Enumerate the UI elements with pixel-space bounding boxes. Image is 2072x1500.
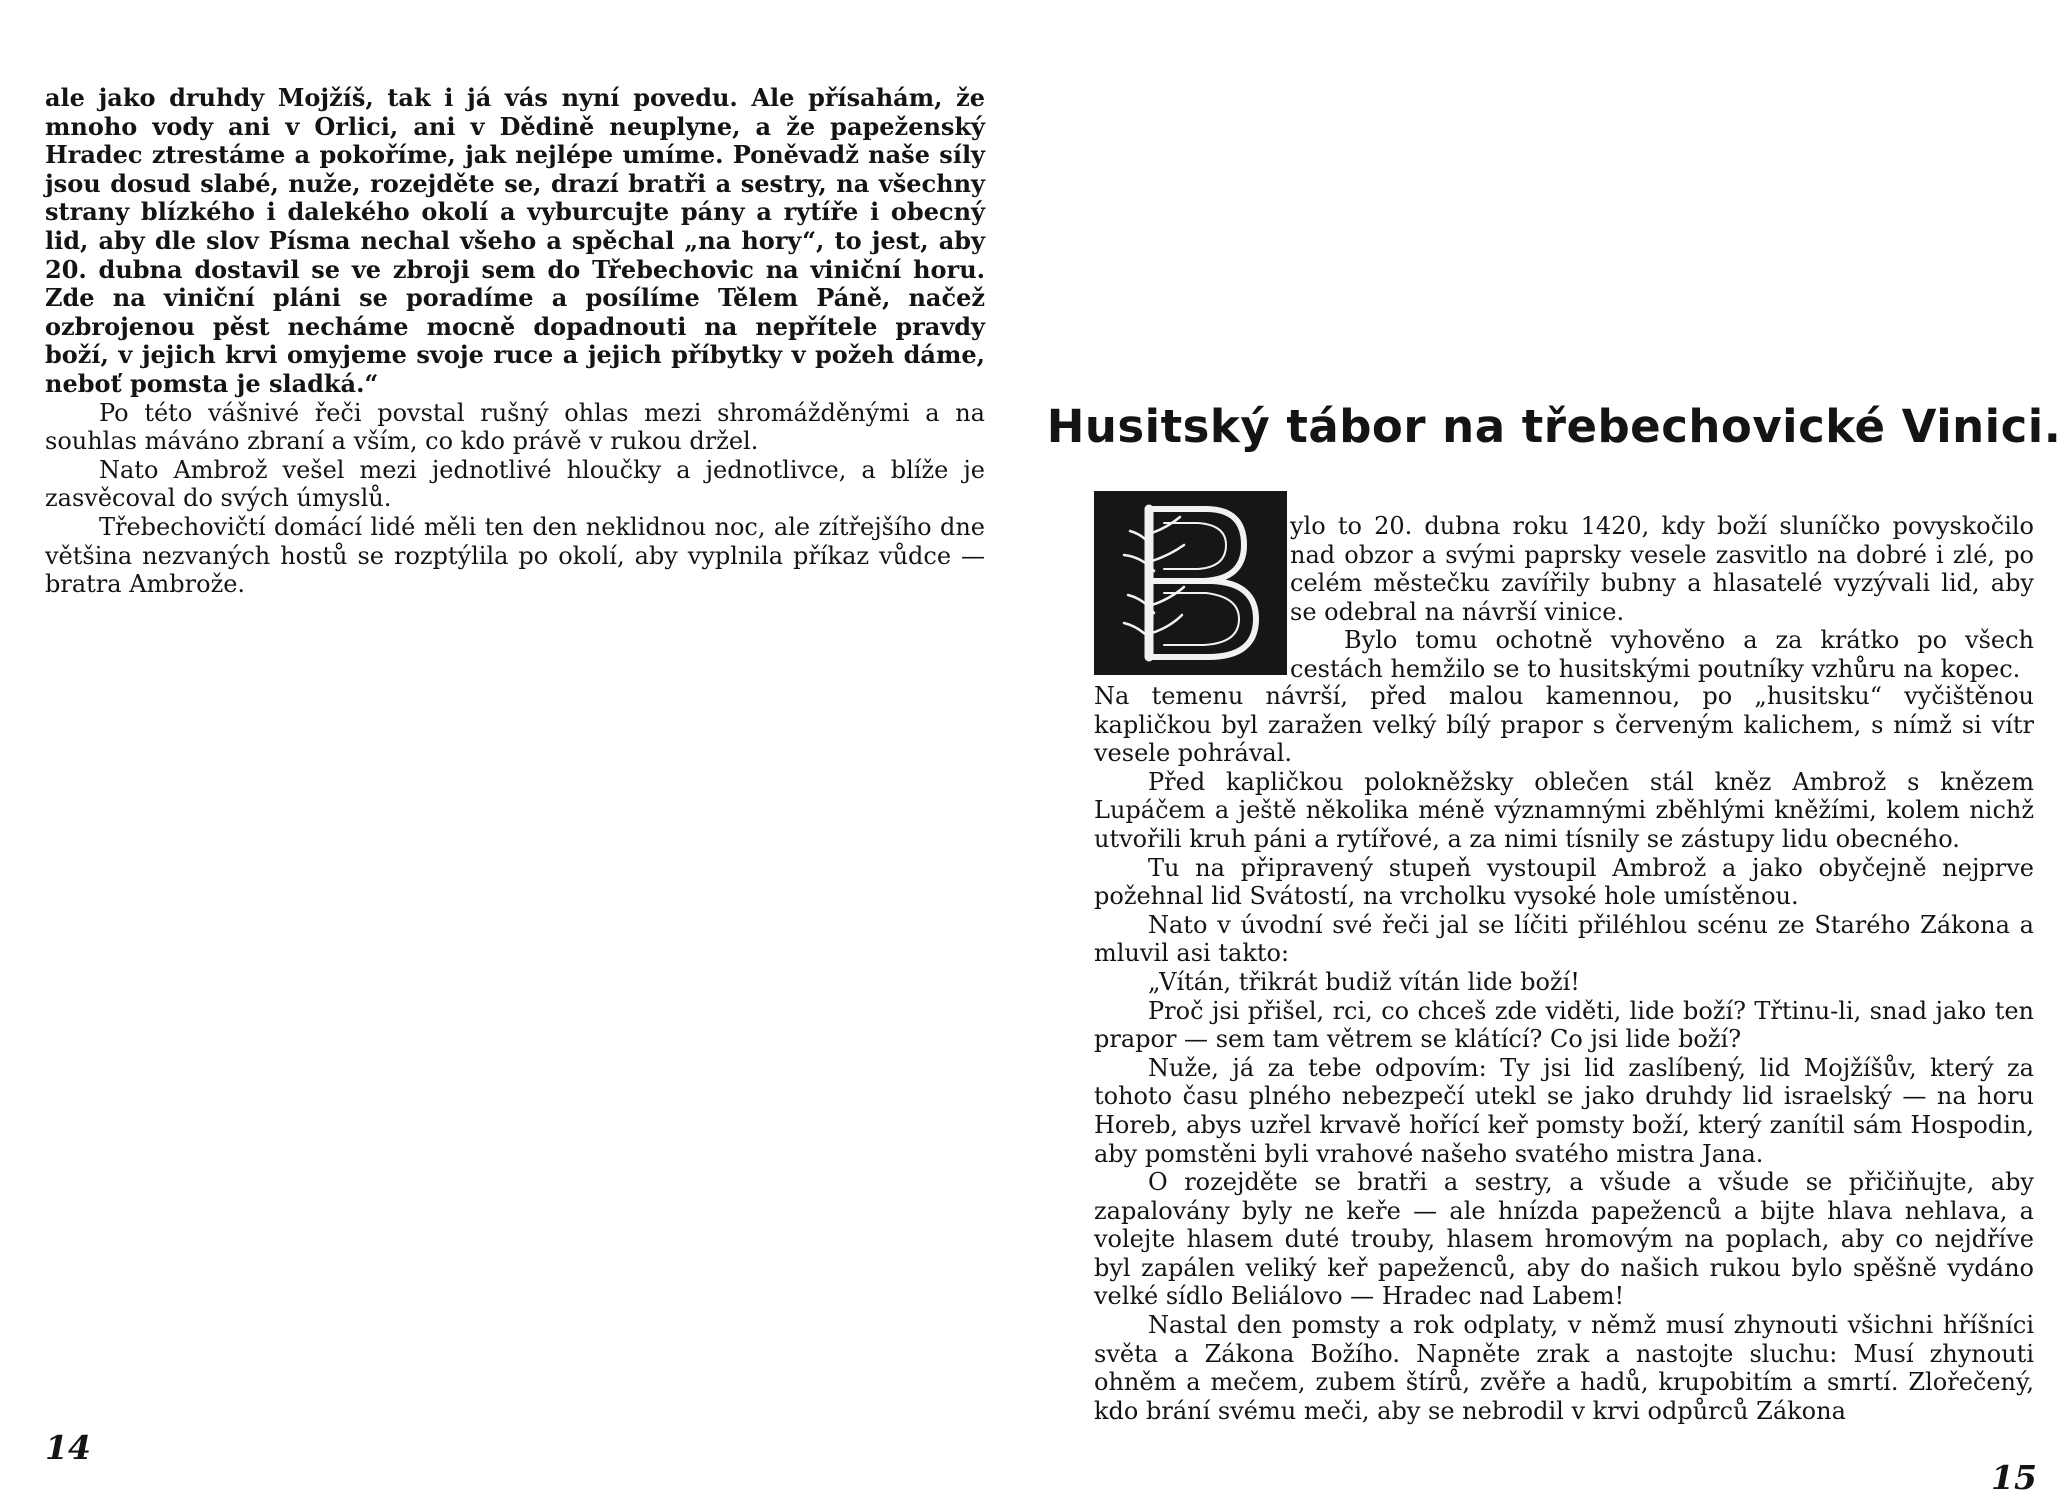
chapter-title: Husitský tábor na třebechovické Vinici. (1046, 400, 2062, 453)
paragraph: ylo to 20. dubna roku 1420, kdy boží sluníčko povyskočilo nad obzor a svými paprsky vesele zasvitlo na dobré i zlé, po celém městečku zavířily bubny a hlasatelé vyzývali lid, aby se odebral na návrší vinice. (1290, 512, 2034, 626)
right-page (1036, 0, 2072, 1500)
dropcap-letter: B (1244, 667, 1245, 668)
paragraph: Nato v úvodní své řeči jal se líčiti přiléhlou scénu ze Starého Zákona a mluvil asi takto: (1094, 910, 2034, 968)
dropcap-initial (1094, 491, 1287, 675)
right-page-text (1094, 682, 2034, 1425)
paragraph: Po této vášnivé řeči povstal rušný ohlas mezi shromážděnými a na souhlas máváno zbraní a vším, co kdo právě v rukou držel. (45, 398, 985, 456)
left-page-text (45, 84, 985, 599)
paragraph: Bylo tomu ochotně vyhověno a za krátko po všech cestách hemžilo se to husitskými poutníky vzhůru na kopec. (1290, 626, 2034, 683)
paragraph: O rozejděte se bratři a sestry, a všude a všude se přičiňujte, aby zapalovány byly ne keře — ale hnízda papeženců a bijte hlava nehlava, a volejte hlasem duté trouby, hlasem hromovým na poplach, aby co nejdříve byl zapálen veliký keř papeženců, aby do našich rukou bylo spěšně vydáno velké sídlo Beliálovo — Hradec nad Labem! (1094, 1168, 2034, 1311)
paragraph: Třebechovičtí domácí lidé měli ten den neklidnou noc, ale zítřejšího dne většina nezvaných hostů se rozptýlila po okolí, aby vyplnila příkaz vůdce — bratra Ambrože. (45, 512, 985, 599)
paragraph: „Vítán, třikrát budiž vítán lide boží! (1148, 967, 1580, 996)
paragraph: ale jako druhdy Mojžíš, tak i já vás nyní povedu. Ale přísahám, že mnoho vody ani v Orlici, ani v Dědině neuplyne, a že papeženský Hradec ztrestáme a pokoříme, jak nejlépe umíme. Poněvadž naše síly jsou dosud slabé, nuže, rozejděte se, drazí bratři a sestry, na všechny strany blízkého i dalekého okolí a vyburcujte pány a rytíře i obecný lid, aby dle slov Písma nechal všeho a spěchal „na hory“, to jest, aby 20. dubna dostavil se ve zbroji sem do Třebechovic na viniční horu. Zde na viniční pláni se poradíme a posílíme Tělem Páně, načež ozbrojenou pěst necháme mocně dopadnouti na nepřítele pravdy boží, v jejich krvi omyjeme svoje ruce a jejich příbytky v požeh dáme, neboť pomsta je sladká.“ (45, 83, 985, 398)
chapter-intro (1290, 512, 2034, 684)
paragraph: Před kapličkou polokněžsky oblečen stál kněz Ambrož s knězem Lupáčem a ještě několika méně významnými zběhlými kněžími, kolem nichž utvořili kruh páni a rytířové, a za nimi tísnily se zástupy lidu obecného. (1094, 767, 2034, 853)
paragraph: Nastal den pomsty a rok odplaty, v němž musí zhynouti všichni hříšníci světa a Zákona Božího. Napněte zrak a nastojte sluchu: Musí zhynouti ohněm a mečem, zubem štírů, zvěře a hadů, krupobitím a smrtí. Zlořečený, kdo brání svému meči, aby se nebrodil v krvi odpůrců Zákona (1094, 1311, 2034, 1425)
page-number: 14 (45, 1428, 91, 1467)
paragraph: Na temenu návrší, před malou kamennou, po „husitsku“ vyčištěnou kapličkou byl zaražen velký bílý prapor s červeným kalichem, s nímž si vítr vesele pohrával. (1094, 682, 2034, 768)
paragraph: Tu na připravený stupeň vystoupil Ambrož a jako obyčejně nejprve požehnal lid Svátostí, na vrcholku vysoké hole umístěnou. (1094, 853, 2034, 911)
paragraph: Nuže, já za tebe odpovím: Ty jsi lid zaslíbený, lid Mojžíšův, který za tohoto času plného nebezpečí utekl se jako druhdy lid israelský — na horu Horeb, abys uzřel krvavě hořící keř pomsty boží, který zanítil sám Hospodin, aby pomstěni byli vrahové našeho svatého mistra Jana. (1094, 1053, 2034, 1168)
dropcap-ornament-icon (1094, 491, 1287, 675)
paragraph: Nato Ambrož vešel mezi jednotlivé hloučky a jednotlivce, a blíže je zasvěcoval do svých úmyslů. (45, 455, 985, 513)
page-number: 15 (1991, 1458, 2037, 1497)
paragraph: Proč jsi přišel, rci, co chceš zde viděti, lide boží? Třtinu-li, snad jako ten prapor — sem tam větrem se klátící? Co jsi lide boží? (1094, 996, 2034, 1054)
